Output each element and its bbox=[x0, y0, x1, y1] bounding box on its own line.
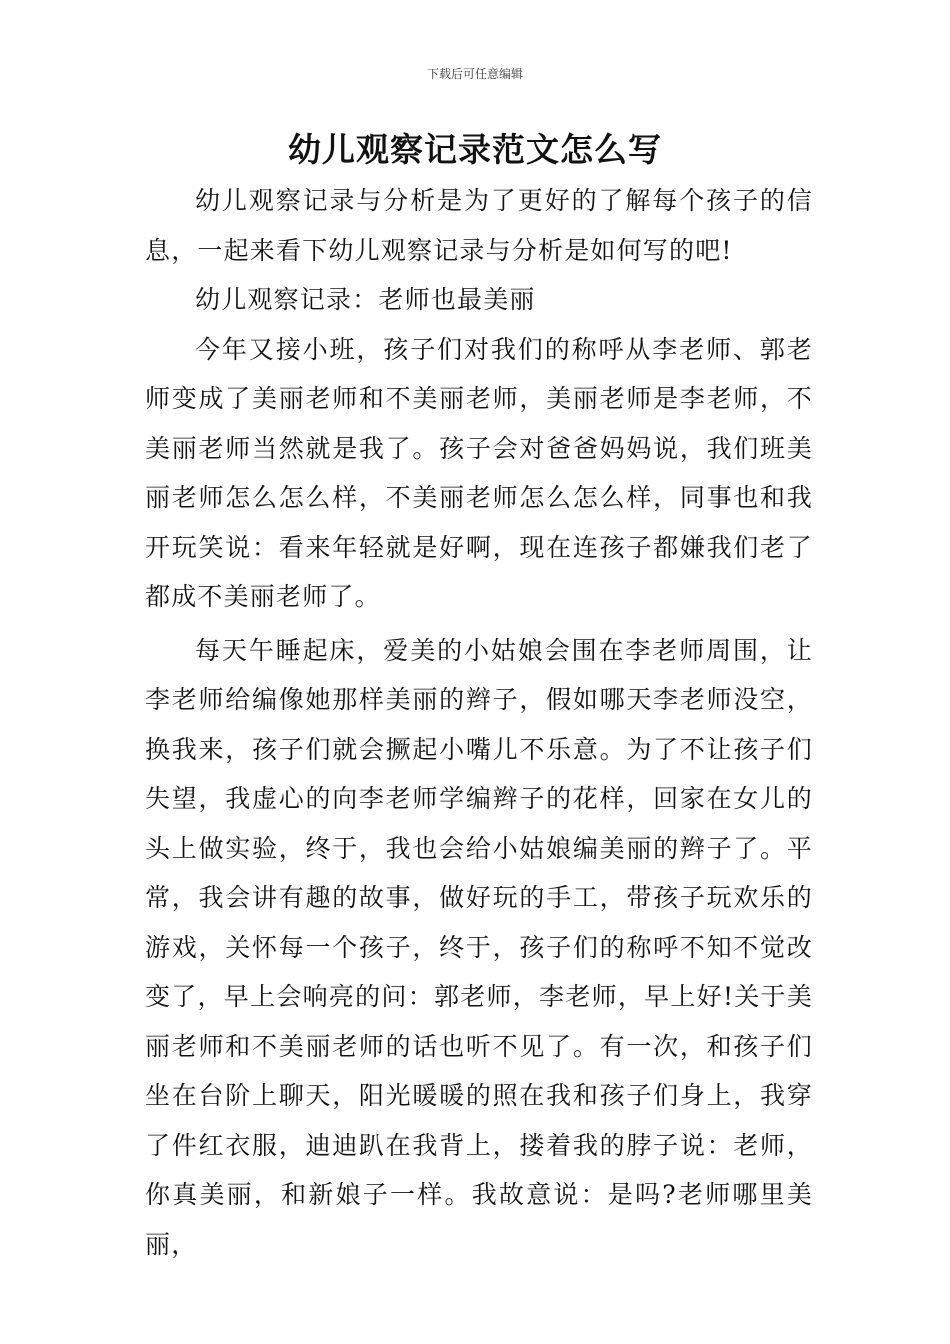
paragraph-body-2: 每天午睡起床，爱美的小姑娘会围在李老师周围，让李老师给编像她那样美丽的辫子，假如哪天李老师没空，换我来，孩子们就会撅起小嘴儿不乐意。为了不让孩子们失望，我虚心的向李老师学编辫子的花样，回家在女儿的头上做实验，终于，我也会给小姑娘编美丽的辫子了。平常，我会讲有趣的故事，做好玩的手工，带孩子玩欢乐的游戏，关怀每一个孩子，终于，孩子们的称呼不知不觉改变了，早上会响亮的问：郭老师，李老师，早上好!关于美丽老师和不美丽老师的话也听不见了。有一次，和孩子们坐在台阶上聊天，阳光暖暖的照在我和孩子们身上，我穿了件红衣服，迪迪趴在我背上，搂着我的脖子说：老师，你真美丽，和新娘子一样。我故意说：是吗?老师哪里美丽， bbox=[145, 635, 813, 1259]
paragraph-intro: 幼儿观察记录与分析是为了更好的了解每个孩子的信息，一起来看下幼儿观察记录与分析是如何写的吧! bbox=[145, 186, 813, 265]
paragraph-body-1: 今年又接小班，孩子们对我们的称呼从李老师、郭老师变成了美丽老师和不美丽老师，美丽老师是李老师，不美丽老师当然就是我了。孩子会对爸爸妈妈说，我们班美丽老师怎么怎么样，不美丽老师怎么怎么样，同事也和我开玩笑说：看来年轻就是好啊，现在连孩子都嫌我们老了都成不美丽老师了。 bbox=[145, 334, 813, 611]
header-note: 下载后可任意编辑 bbox=[426, 67, 523, 81]
document-body bbox=[145, 176, 813, 1269]
document-title: 幼儿观察记录范文怎么写 bbox=[288, 130, 662, 169]
paragraph-subheading: 幼儿观察记录：老师也最美丽 bbox=[195, 285, 536, 314]
